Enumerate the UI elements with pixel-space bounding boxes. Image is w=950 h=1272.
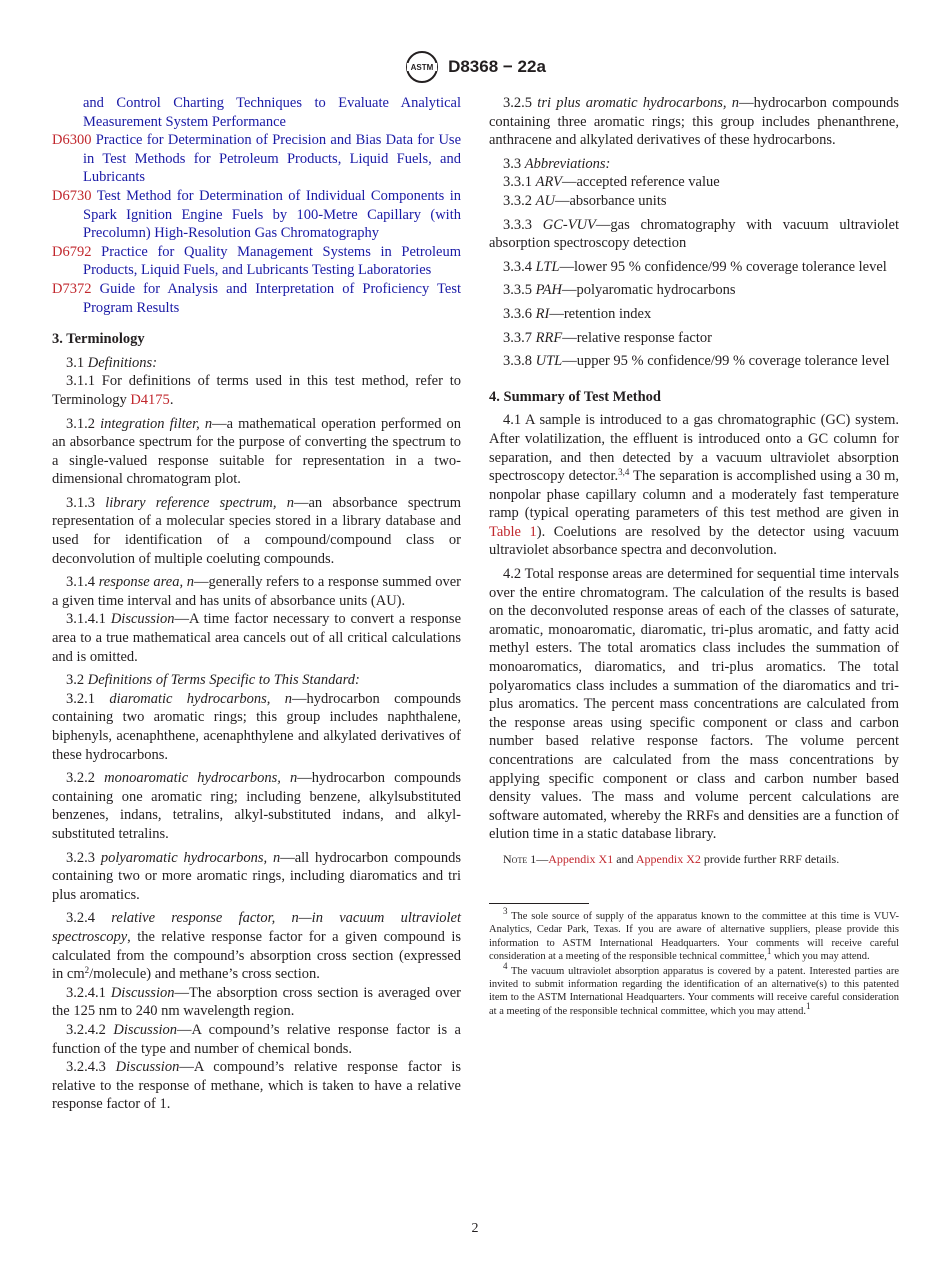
footnote-divider: [489, 903, 589, 904]
para-3-1-1: 3.1.1 For definitions of terms used in this test method, refer to Terminology D4175.: [52, 373, 461, 408]
para-3-2-4-1: 3.2.4.1 Discussion—The absorption cross section is averaged over the 125 nm to 240 nm wavelength region.: [52, 984, 462, 1020]
astm-logo-icon: [404, 50, 440, 84]
ref-d6300: D6300 Practice for Determination of Precision and Bias Data for Use in Test Methods for Petroleum Products, Liquid Fuels, and Lubricants: [52, 132, 462, 186]
d4175-link[interactable]: D4175: [130, 391, 170, 408]
para-3-2-4-2: 3.2.4.2 Discussion—A compound’s relative response factor is a function of the type and number of chemical bonds.: [52, 1021, 461, 1057]
para-3-1-2: 3.1.2 integration filter, n—a mathematical operation performed on an absorbance spectrum for the purpose of converting the spectrum to a single-valued response suitable for representation in a two-dimensional chromatogram plot.: [52, 415, 462, 488]
para-3-2-2: 3.2.2 monoaromatic hydrocarbons, n—hydrocarbon compounds containing one aromatic ring; including benzene, alkylsubstituted benzenes, indans, tetralins, alkyl-substituted indans, and alkyl-substituted tetralins.: [52, 770, 461, 842]
para-3-1-4: 3.1.4 response area, n—generally refers to a response summed over a given time interval and has units of absorbance units (AU).: [52, 574, 462, 609]
abbrev-item: 3.3.2 AU—absorbance units: [503, 192, 667, 209]
abbrev-item: 3.3.8 UTL—upper 95 % confidence/99 % coverage tolerance level: [503, 353, 890, 370]
para-3-2: 3.2 Definitions of Terms Specific to This Standard:: [66, 672, 360, 689]
right-column: [489, 94, 899, 1019]
ref-code-link[interactable]: D6300: [52, 132, 92, 149]
ref-code-link[interactable]: D6730: [52, 187, 92, 204]
appendix-x1-link[interactable]: Appendix X1: [548, 851, 614, 866]
page-header: [0, 50, 950, 84]
para-3-3: 3.3 Abbreviations:: [503, 155, 611, 172]
abbrev-item: 3.3.5 PAH—polyaromatic hydrocarbons: [503, 282, 736, 299]
left-column: [52, 94, 461, 1114]
ref-d7372: D7372 Guide for Analysis and Interpretation of Proficiency Test Program Results: [52, 280, 462, 316]
para-3-2-1: 3.2.1 diaromatic hydrocarbons, n—hydrocarbon compounds containing two aromatic rings; this group includes naphthalene, biphenyls, acenaphthene, acenaphthylene and alkylated derivatives of these hydrocarbons.: [52, 690, 461, 763]
page-number: 2: [471, 1221, 479, 1236]
abbrev-item: 3.3.7 RRF—relative response factor: [503, 329, 712, 346]
footnote-3: $^3$ The sole source of supply of the apparatus known to the committee at this time is VUV-Analytics, Cedar Park, Texas. If you are aware of alternative suppliers, please provide this information to ASTM International Headquarters. Your comments will receive careful consideration at a meeting of the responsible technical committee,$^1$ which you may attend.: [489, 905, 899, 963]
ref-code-link[interactable]: D6792: [52, 243, 92, 260]
abbrev-item: 3.3.6 RI—retention index: [503, 305, 652, 322]
appendix-x2-link[interactable]: Appendix X2: [635, 851, 701, 866]
ref-d6792: D6792 Practice for Quality Management Systems in Petroleum Products, Liquid Fuels, and Lubricants Testing Laboratories: [52, 243, 462, 279]
ref-d6730: D6730 Test Method for Determination of Individual Components in Spark Ignition Engine Fuels by 100-Metre Capillary (with Precolumn) High-Resolution Gas Chromatography: [52, 187, 461, 242]
abbrev-item: 3.3.3 GC-VUV—gas chromatography with vacuum ultraviolet absorption spectroscopy detection: [489, 216, 900, 252]
ref-continuation: and Control Charting Techniques to Evaluate Analytical Measurement System Performance: [83, 95, 461, 130]
note-1: Note 1—Appendix X1 and Appendix X2 provide further RRF details.: [503, 851, 840, 866]
para-3-2-5: 3.2.5 tri plus aromatic hydrocarbons, n—hydrocarbon compounds containing three aromatic rings; this group includes phenanthrene, anthracene and alkylated derivatives of these hydrocarbons.: [489, 95, 899, 149]
para-3-2-3: 3.2.3 polyaromatic hydrocarbons, n—all hydrocarbon compounds containing two or more aromatic rings, including diaromatics and tri plus aromatics.: [52, 849, 462, 903]
section-4-title: 4. Summary of Test Method: [489, 388, 661, 405]
para-3-1: 3.1 Definitions:: [66, 354, 158, 371]
designation: D8368 − 22a: [448, 57, 546, 76]
para-4-2: 4.2 Total response areas are determined for sequential time intervals over the entire chromatogram. The calculation of the results is based on the deconvoluted response areas of each of the classes of saturate, aromatic, monoaromatic, diaromatic, tri-plus aromatic, and fatty acid methyl esters. The total aromatics class includes the summation of monoaromatics, diaromatics, and tri-plus aromatics. The total polyaromatics class includes a summation of the diaromatics and tri-plus aromatics. The percent mass concentrations are calculated from the response areas using specific component or class and carbon number based relative response factors. The volume percent concentrations are calculated from the mass concentrations by applying specific component or class and carbon number based density values. The mass and volume percent calculations are software automated, whereby the RRFs and densities are a function of elution time in a static database library.: [489, 566, 899, 843]
section-3-title: 3. Terminology: [52, 331, 145, 348]
ref-code-link[interactable]: D7372: [52, 280, 92, 297]
footnote-4: $^4$ The vacuum ultraviolet absorption apparatus is covered by a patent. Interested parties are invited to submit information regarding the identification of an alternative(s) to this patented item to the ASTM International Headquarters. Your comments will receive careful consideration at a meeting of the responsible technical committee, which you may attend.$^1$: [489, 960, 899, 1017]
para-4-1: 4.1 A sample is introduced to a gas chromatographic (GC) system. After volatilization, the effluent is introduced onto a GC column for separation, and then detected by a vacuum ultraviolet absorption spectroscopy detector.$^{3,4}$ The separation is accomplished using a 30 m, nonpolar phase capillary column and a moderately fast temperature ramp (typical operating parameters of this test method are given in Table 1). Coelutions are resolved by the detector using vacuum ultraviolet absorbance spectra and deconvolution.: [489, 412, 900, 559]
para-3-2-4: 3.2.4 relative response factor, n—in vacuum ultraviolet spectroscopy, the relative response factor for a given compound is calculated from the compound’s absorption cross section (expressed in $cm^2/molecule$) and methane’s cross section.: [52, 910, 461, 983]
para-3-2-4-3: 3.2.4.3 Discussion—A compound’s relative response factor is relative to the response of methane, which is taken to have a relative response factor of 1.: [52, 1059, 462, 1113]
abbrev-item: 3.3.1 ARV—accepted reference value: [503, 174, 720, 191]
para-3-1-4-1: 3.1.4.1 Discussion—A time factor necessary to convert a response area to a true mathematical area cancels out of all critical calculations and is omitted.: [52, 611, 461, 665]
table-1-link[interactable]: Table 1: [489, 523, 537, 540]
logo-text: ASTM: [410, 63, 434, 72]
abbrev-item: 3.3.4 LTL—lower 95 % confidence/99 % coverage tolerance level: [503, 258, 887, 275]
para-3-1-3: 3.1.3 library reference spectrum, n—an absorbance spectrum representation of a molecular species stored in a library database and used for identification of a compound/compound class or deconvolution of multiple coeluting compounds.: [52, 494, 462, 567]
